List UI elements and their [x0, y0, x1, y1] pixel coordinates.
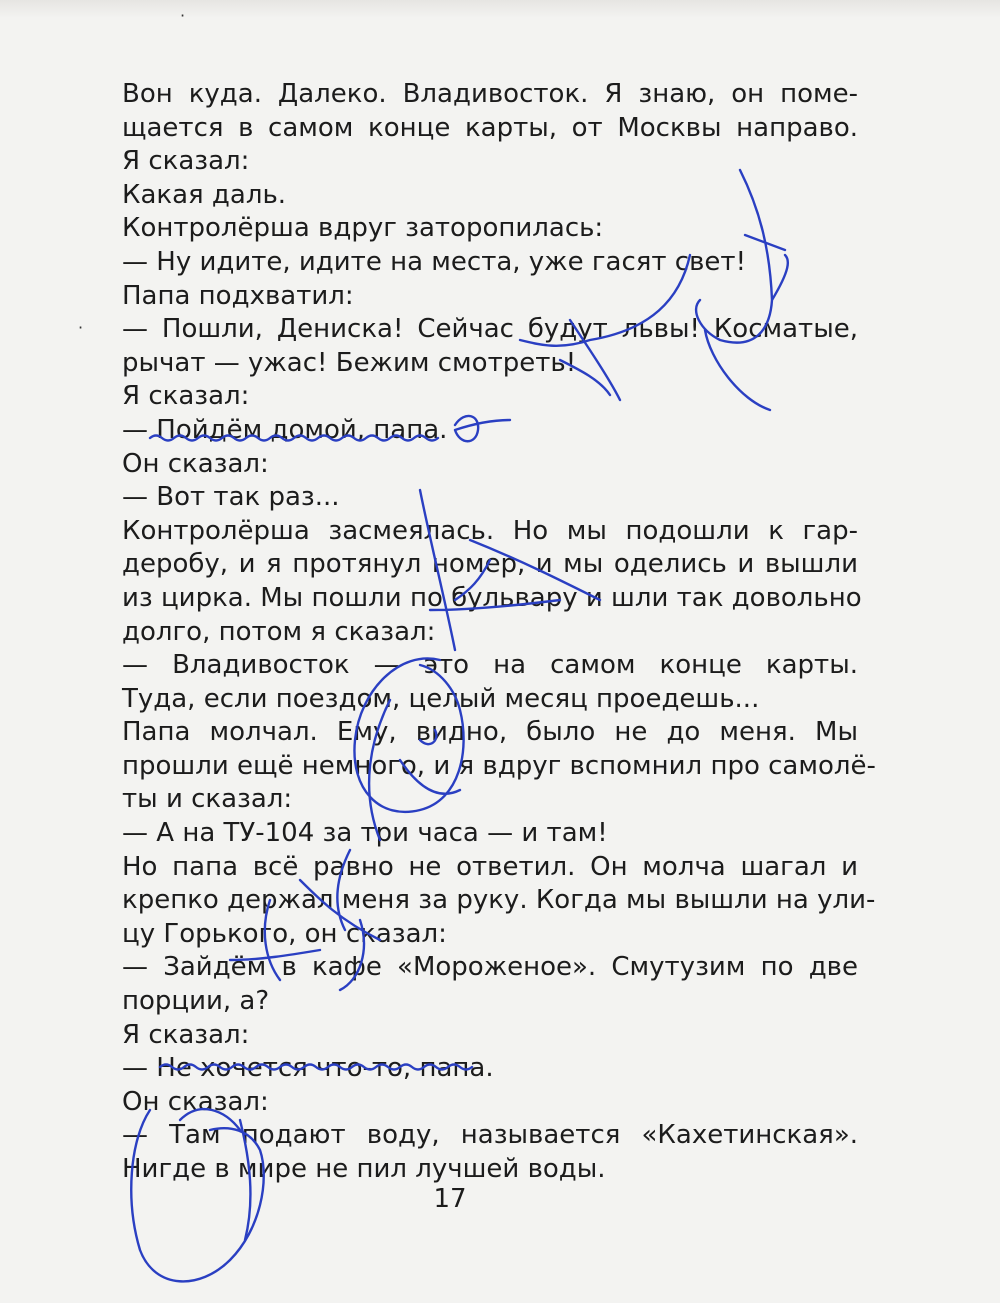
ink-scribble — [354, 658, 463, 811]
print-speck: · — [78, 318, 84, 337]
text-line: Туда, если поездом, целый месяц проедешь... — [122, 683, 760, 714]
text-line: Папа подхватил: — [122, 280, 354, 311]
page-number: 17 — [433, 1184, 467, 1214]
text-line: Я сказал: — [122, 1019, 250, 1050]
ink-scribble — [420, 490, 600, 650]
ink-scribble — [230, 900, 320, 980]
text-line: щается в самом конце карты, от Москвы направо. — [122, 112, 858, 143]
text-line: — А на ТУ-104 за три часа — и там! — [122, 818, 608, 849]
text-line: Контролёрша вдруг заторопилась: — [122, 213, 604, 244]
text-line: — Ну идите, идите на места, уже гасят свет! — [122, 246, 746, 277]
text-line: — Пошли, Дениска! Сейчас будут львы! Косматые, — [122, 314, 858, 345]
ink-wavy-underline — [160, 1065, 472, 1070]
ink-scribble — [300, 850, 380, 990]
text-line: Какая даль. — [122, 179, 287, 210]
ink-scribble — [455, 416, 510, 441]
print-speck: · — [180, 6, 186, 25]
text-line: прошли ещё немного, и я вдруг вспомнил про самолё- — [122, 750, 876, 781]
text-line: — Не хочется что-то, папа. — [122, 1053, 494, 1084]
text-line: крепко держал меня за руку. Когда мы вышли на ули- — [122, 885, 876, 916]
text-line: Он сказал: — [122, 448, 269, 479]
text-line: деробу, и я протянул номер, и мы оделись и вышли — [122, 549, 858, 580]
text-line: Я сказал: — [122, 146, 250, 177]
text-line: — Вот так раз... — [122, 482, 340, 513]
ink-scribble — [369, 700, 460, 840]
text-line: Он сказал: — [122, 1086, 269, 1117]
text-line: Нигде в мире не пил лучшей воды. — [122, 1154, 606, 1184]
text-line: Контролёрша засмеялась. Но мы подошли к гар- — [122, 515, 858, 546]
text-line: Но папа всё равно не ответил. Он молча шагал и — [122, 851, 858, 882]
text-line: долго, потом я сказал: — [122, 616, 436, 647]
text-line: порции, а? — [122, 986, 270, 1017]
text-line: — Пойдём домой, папа. — [122, 414, 448, 445]
text-line: рычат — ужас! Бежим смотреть! — [122, 347, 577, 378]
ink-scribble — [696, 170, 788, 410]
text-line: Вон куда. Далеко. Владивосток. Я знаю, он поме- — [122, 79, 858, 109]
text-line: ты и сказал: — [122, 784, 293, 815]
text-line: цу Горького, он сказал: — [122, 918, 447, 949]
text-line: — Там подают воду, называется «Кахетинская». — [122, 1120, 858, 1151]
ink-scribble — [180, 1109, 240, 1130]
text-line: из цирка. Мы пошли по бульвару и шли так довольно — [122, 582, 862, 613]
ink-scribble — [520, 255, 690, 400]
text-line: — Владивосток — это на самом конце карты. — [122, 650, 858, 681]
text-line: Папа молчал. Ему, видно, было не до меня. Мы — [122, 717, 858, 748]
text-line: Я сказал: — [122, 381, 250, 412]
ink-wavy-underline — [150, 436, 438, 441]
ink-scribble — [131, 1110, 263, 1281]
text-line: — Зайдём в кафе «Мороженое». Смутузим по две — [122, 952, 858, 983]
